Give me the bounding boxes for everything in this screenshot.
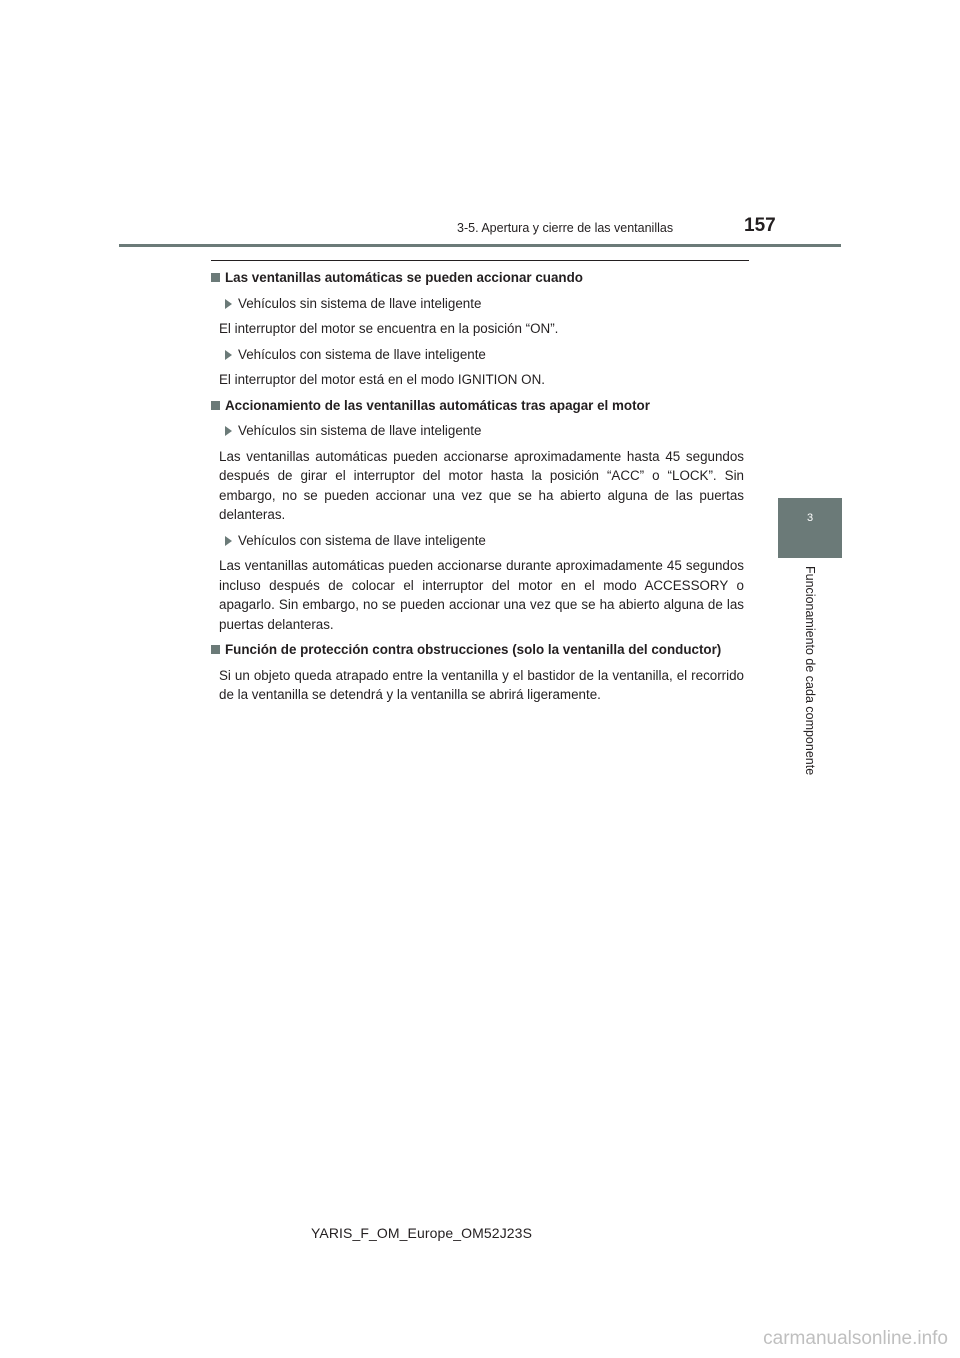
section-heading: Accionamiento de las ventanillas automáticas tras apagar el motor bbox=[211, 396, 744, 416]
document-id: YARIS_F_OM_Europe_OM52J23S bbox=[311, 1225, 533, 1241]
chapter-label: Funcionamiento de cada componente bbox=[803, 566, 817, 776]
triangle-bullet-icon bbox=[225, 350, 232, 360]
paragraph: El interruptor del motor está en el modo IGNITION ON. bbox=[219, 372, 545, 387]
paragraph: Si un objeto queda atrapado entre la ventanilla y el bastidor de la ventanilla, el recorrido de la ventanilla se detendrá y la ventanilla se abrirá ligeramente. bbox=[219, 667, 744, 702]
content-divider bbox=[211, 260, 749, 261]
triangle-bullet-icon bbox=[225, 299, 232, 309]
paragraph: El interruptor del motor se encuentra en la posición “ON”. bbox=[219, 321, 559, 336]
sub-condition: Vehículos sin sistema de llave inteligente bbox=[211, 421, 744, 441]
section-heading: Función de protección contra obstrucciones (solo la ventanilla del conductor) bbox=[211, 640, 744, 660]
chapter-tab bbox=[778, 498, 842, 558]
section-heading: Las ventanillas automáticas se pueden accionar cuando bbox=[211, 268, 744, 288]
triangle-bullet-icon bbox=[225, 536, 232, 546]
square-bullet-icon bbox=[211, 645, 220, 654]
section-header: 3-5. Apertura y cierre de las ventanillas bbox=[457, 221, 674, 235]
sub-condition: Vehículos sin sistema de llave inteligente bbox=[211, 294, 744, 314]
content-body bbox=[211, 268, 744, 711]
header-divider bbox=[119, 244, 841, 247]
paragraph: Las ventanillas automáticas pueden accionarse durante aproximadamente 45 segundos incluso después de colocar el interruptor del motor en el modo ACCESSORY o apagarlo. Sin embargo, no se pueden accionar una vez que se ha abierto alguna de las puertas delanteras. bbox=[219, 558, 744, 632]
page-number: 157 bbox=[744, 215, 776, 236]
triangle-bullet-icon bbox=[225, 426, 232, 436]
sub-condition: Vehículos con sistema de llave inteligente bbox=[211, 531, 744, 551]
watermark: carmanualsonline.info bbox=[763, 1328, 948, 1349]
chapter-number: 3 bbox=[806, 512, 814, 524]
paragraph: Las ventanillas automáticas pueden accionarse aproximadamente hasta 45 segundos después de girar el interruptor del motor hasta la posición “ACC” o “LOCK”. Sin embargo, no se pueden accionar una vez que se ha abierto alguna de las puertas delanteras. bbox=[219, 448, 744, 522]
square-bullet-icon bbox=[211, 401, 220, 410]
square-bullet-icon bbox=[211, 273, 220, 282]
sub-condition: Vehículos con sistema de llave inteligente bbox=[211, 345, 744, 365]
